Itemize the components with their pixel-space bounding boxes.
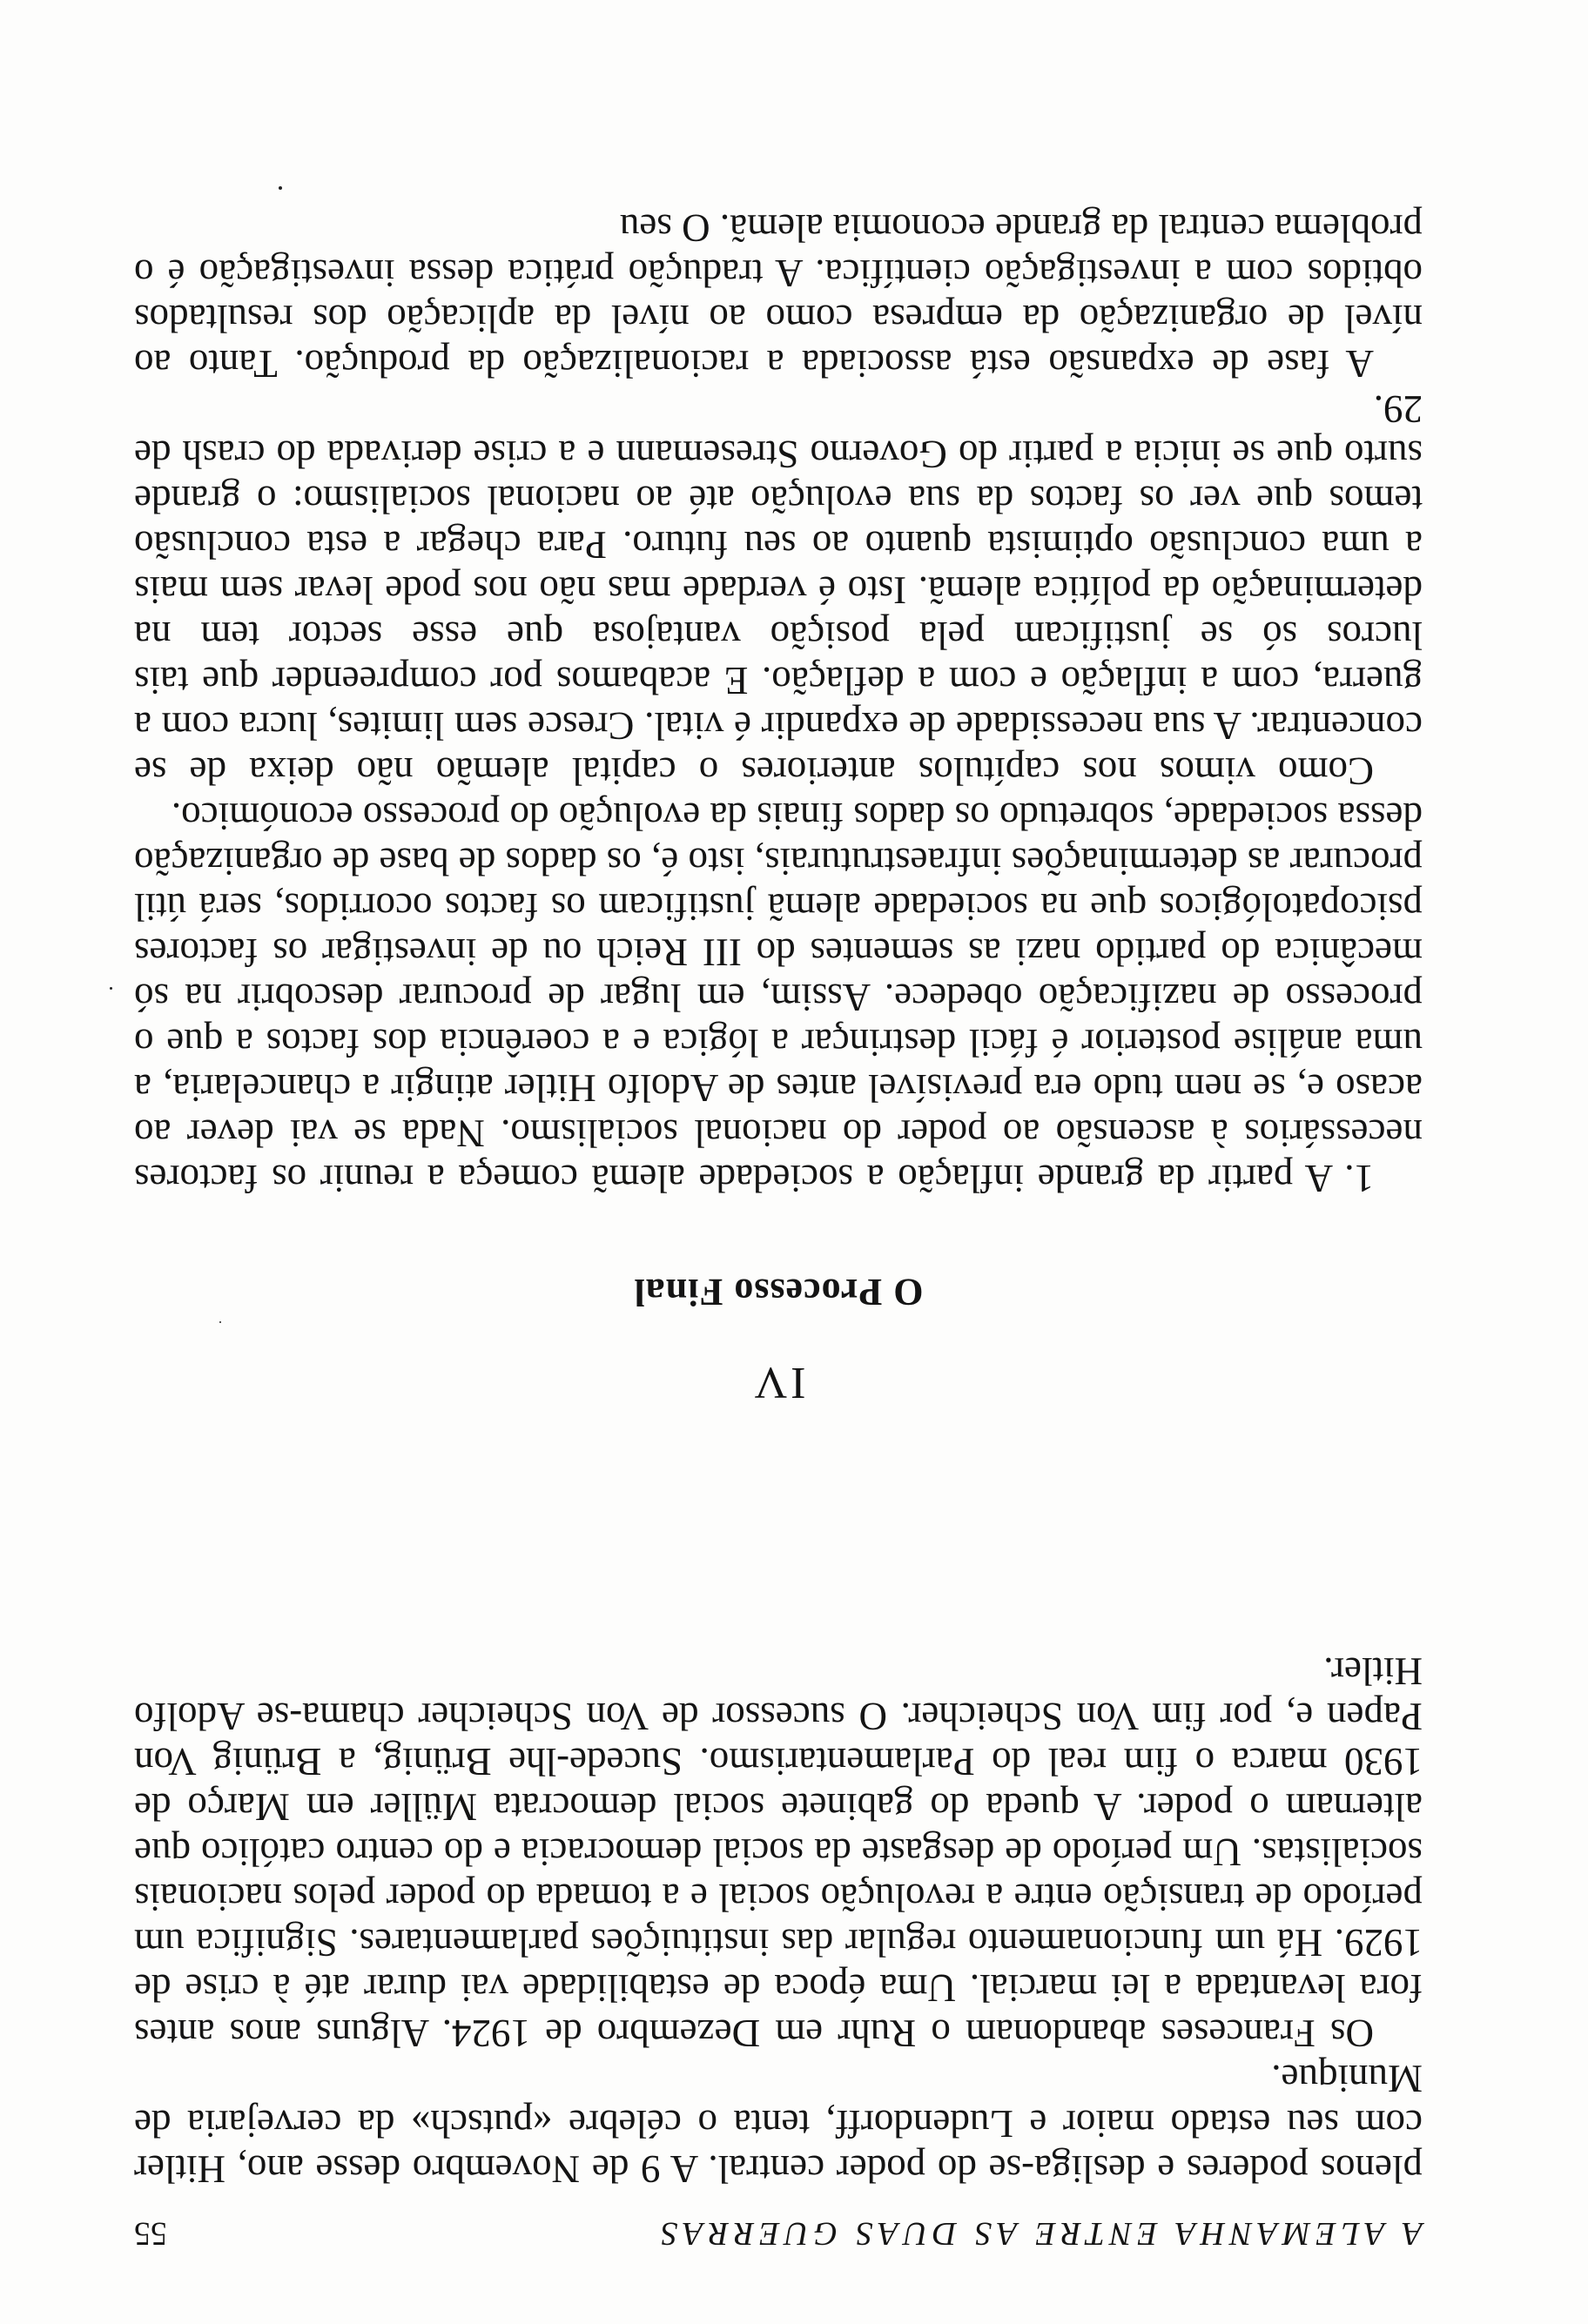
paragraph: 1. A partir da grande inflação a sociedade alemã começa a reunir os factores necessários à ascensão ao poder do nacional socialismo. Nada se vai dever ao acaso e, se nem tudo era previsível antes de Adolfo Hitler atingir a chancelaria, a uma análise posterior é fácil destrinçar a lógica e a coerência dos factos a que o processo de nazificação obedece. Assim, em lugar de procurar descobrir na só mecânica do partido nazi as sementes do III Reich ou de investigar os factores psicopatológicos que na sociedade alemã justificam os factos ocorridos, será útil procurar as determinações infraestruturais, isto é, os dados de base de organização dessa sociedade, sobretudo os dados finais da evolução do processo económico.: [134, 795, 1423, 1200]
scan-speck: [110, 987, 112, 990]
text-block-lower: [134, 205, 1423, 1201]
paragraph-continuation: plenos poderes e desliga-se do poder central. A 9 de Novembro desse ano, Hitler com seu estado maior e Ludendorff, tenta o célebre «putsch» da cervejaria de Munique.: [134, 2057, 1423, 2191]
page-number: 55: [134, 2215, 167, 2252]
chapter-title: O Processo Final: [633, 1271, 924, 1313]
scan-speck: [279, 186, 282, 190]
chapter-numeral: IV: [750, 1358, 806, 1407]
running-head-title: A ALEMANHA ENTRE AS DUAS GUERRAS: [656, 2215, 1423, 2252]
paragraph: Os Franceses abandonam o Ruhr em Dezembro de 1924. Alguns anos antes fora levantada a lei marcial. Uma época de estabilidade vai durar até à crise de 1929. Há um funcionamento regular das instituições parlamentares. Significa um período de transição entre a revolução social e a tomada do poder pelos nacionais socialistas. Um período de desgaste da social democracia e do centro católico que alternam o poder. A queda do gabinete social democrata Müller em Março de 1930 marca o fim real do Parlamentarismo. Sucede-lhe Brünig, a Brünig Von Papen e, por fim Von Scheicher. O sucessor de Von Scheicher chama-se Adolfo Hitler.: [134, 1649, 1423, 2055]
running-head: [134, 2200, 1423, 2253]
paragraph: A fase de expansão está associada a racionalização da produção. Tanto ao nível de organização da empresa como ao nível da aplicação dos resultados obtidos com a investigação científica. A tradução prática dessa investigação é o problema central da grande economia alemã. O seu: [134, 206, 1423, 386]
paragraph: Como vimos nos capítulos anteriores o capital alemão não deixa de se concentrar. A sua necessidade de expandir é vital. Cresce sem limites, lucra com a guerra, com a inflação e com a deflação. E acabamos por compreender que tais lucros só se justificam pela posição vantajosa que esse sector tem na determinação da política alemã. Isto é verdade mas não nos pode levar sem mais a uma conclusão optimista quanto ao seu futuro. Para chegar a esta conclusão temos que ver os factos da sua evolução até ao nacional socialismo: o grande surto que se inicia a partir do Governo Stresemann e a crise derivada do crash de 29.: [134, 387, 1423, 793]
text-block-upper: [134, 1649, 1423, 2192]
scan-speck: [219, 1321, 221, 1323]
